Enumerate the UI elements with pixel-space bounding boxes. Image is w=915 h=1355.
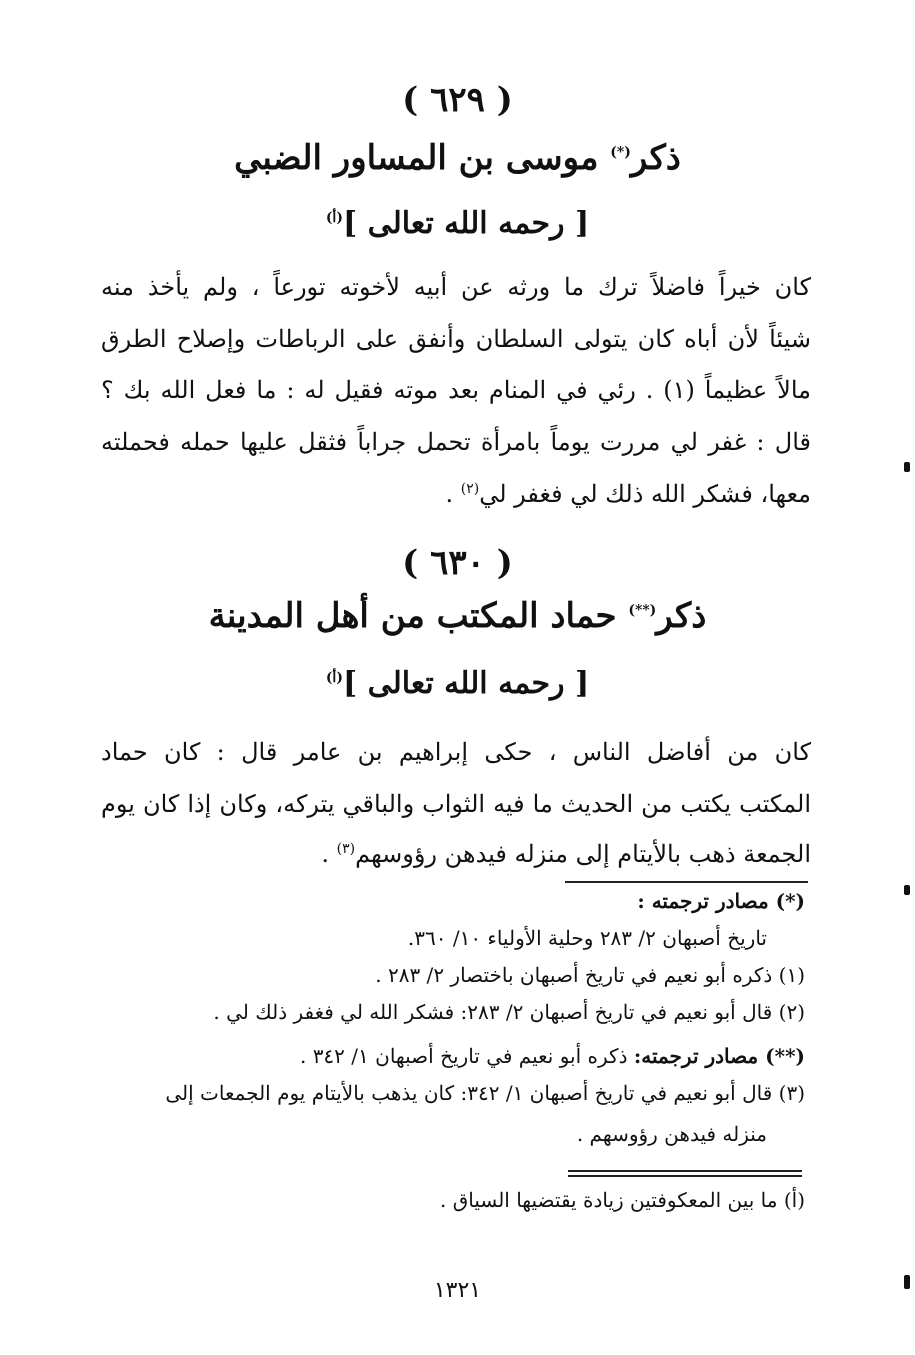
footnote-3-continuation: منزله فيدهن رؤوسهم . [576, 1122, 767, 1146]
entry-title [0, 596, 915, 636]
scan-mark [904, 1275, 910, 1289]
subtitle-note: (أ) [325, 210, 343, 226]
body-line: المكتب يكتب من الحديث ما فيه الثواب والباقي يتركه، وكان إذا كان يوم [101, 790, 811, 818]
body-line: كان خيراً فاضلاً ترك ما ورثه عن أبيه لأخوته تورعاً ، ولم يأخذ منه [101, 273, 811, 301]
entry-number: ( ٦٣٠ ) [402, 543, 513, 583]
body-line: قال : غفر لي مررت يوماً بامرأة تحمل جراباً فثقل عليها حمله فحملته [101, 428, 811, 456]
body-text-end: . [321, 840, 337, 868]
title-prefix: ذكر [656, 596, 707, 636]
body-last-line [321, 840, 811, 868]
footnote-separator [565, 881, 808, 883]
body-text: معها، فشكر الله ذلك لي فغفر لي [479, 480, 811, 508]
double-rule-bottom [568, 1175, 802, 1177]
title-marker: (**) [628, 602, 657, 619]
title-name: حماد المكتب من أهل المدينة [208, 596, 617, 636]
footnote-sources-label: (**) مصادر ترجمته: [633, 1044, 805, 1068]
footnote-1: (١) ذكره أبو نعيم في تاريخ أصبهان باختصار ٢/ ٢٨٣ . [375, 963, 805, 987]
footnote-ref: (٣) [336, 841, 356, 857]
footnote-ref: (٢) [460, 481, 480, 497]
scan-mark [904, 462, 910, 472]
entry-number: ( ٦٢٩ ) [402, 80, 513, 120]
body-line: كان من أفاضل الناس ، حكى إبراهيم بن عامر قال : كان حماد [101, 738, 811, 766]
footnote-sources-2 [300, 1044, 805, 1068]
title-prefix: ذكر [630, 138, 681, 178]
subtitle-text: [ رحمه الله تعالى ] [342, 666, 590, 701]
body-line: مالاً عظيماً (١) . رئي في المنام بعد موته فقيل له : ما فعل الله بك ؟ [101, 376, 811, 404]
scan-mark [904, 885, 910, 895]
title-name: موسى بن المساور الضبي [234, 138, 599, 178]
footnote-sources-text: تاريخ أصبهان ٢/ ٢٨٣ وحلية الأولياء ١٠/ ٣٦٠. [407, 926, 767, 950]
page-number: ١٣٢١ [433, 1278, 482, 1303]
body-text-end: . [445, 480, 461, 508]
entry-title [0, 138, 915, 178]
footnote-2: (٢) قال أبو نعيم في تاريخ أصبهان ٢/ ٢٨٣: فشكر الله لي فغفر ذلك لي . [213, 1000, 805, 1024]
body-line: شيئاً لأن أباه كان يتولى السلطان وأنفق على الرباطات وإصلاح الطرق [101, 325, 811, 353]
entry-subtitle [0, 666, 915, 701]
body-last-line [445, 480, 811, 508]
body-text: الجمعة ذهب بالأيتام إلى منزله فيدهن رؤوسهم [355, 840, 811, 868]
footnote-sources-text: ذكره أبو نعيم في تاريخ أصبهان ١/ ٣٤٢ . [299, 1044, 634, 1068]
editor-note: (أ) ما بين المعكوفتين زيادة يقتضيها السياق . [440, 1188, 805, 1212]
title-marker: (*) [610, 144, 631, 161]
entry-subtitle [0, 206, 915, 241]
double-rule-top [568, 1170, 802, 1172]
subtitle-note: (أ) [325, 670, 343, 686]
footnote-3: (٣) قال أبو نعيم في تاريخ أصبهان ١/ ٣٤٢: كان يذهب بالأيتام يوم الجمعات إلى [165, 1081, 805, 1105]
subtitle-text: [ رحمه الله تعالى ] [342, 206, 590, 241]
footnote-sources-label: (*) مصادر ترجمته : [637, 889, 805, 913]
